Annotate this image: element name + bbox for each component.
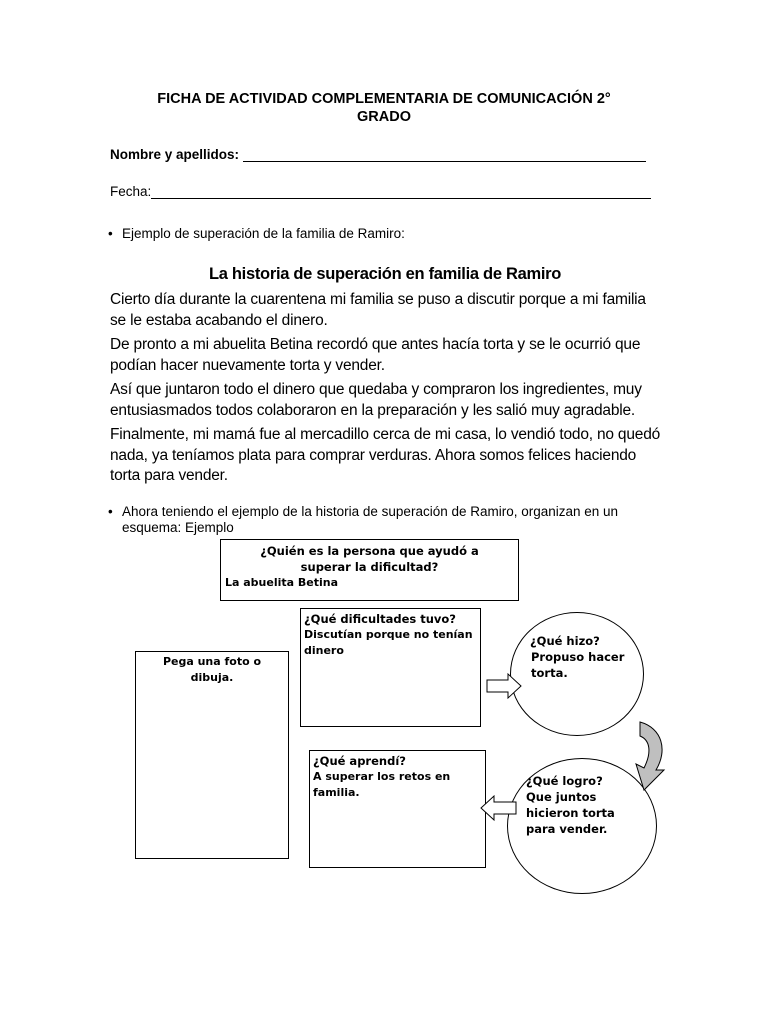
learned-answer: A superar los retos en familia. [313, 770, 451, 799]
did-question: ¿Qué hizo? [530, 634, 600, 648]
story-title: La historia de superación en familia de Ramiro [208, 265, 562, 283]
curved-arrow-icon [636, 722, 664, 790]
achieved-question: ¿Qué logro? [526, 774, 603, 788]
learned-question: ¿Qué aprendí? [313, 754, 406, 768]
left-arrow-icon [481, 796, 516, 820]
name-label: Nombre y apellidos: [110, 147, 240, 162]
date-label: Fecha: [110, 184, 152, 199]
story-paragraph: Finalmente, mi mamá fue al mercadillo cerca de mi casa, lo vendió todo, no quedó nada, ya teníamos plata para comprar verduras. Ahora somos felices haciendo torta para vender. [110, 426, 661, 484]
who-question: ¿Quién es la persona que ayudó a superar la dificultad? [260, 544, 479, 574]
story-paragraph: De pronto a mi abuelita Betina recordó que antes hacía torta y se le ocurrió que podían hacer nuevamente torta y vender. [110, 336, 641, 374]
did-answer: Propuso hacer torta. [531, 650, 625, 680]
bullet-instruction-line1: Ahora teniendo el ejemplo de la historia de superación de Ramiro, organizan en un [122, 504, 619, 519]
difficulties-answer: Discutían porque no tenían dinero [304, 628, 473, 657]
achieved-answer: Que juntos hicieron torta para vender. [526, 790, 615, 836]
bullet-dot: • [108, 504, 113, 519]
photo-label: Pega una foto o dibuja. [162, 655, 262, 684]
story-paragraph: Cierto día durante la cuarentena mi familia se puso a discutir porque a mi familia se le estaba acabando el dinero. [110, 291, 646, 329]
bullet-instruction-line2: esquema: Ejemplo [122, 520, 234, 535]
bullet-dot: • [108, 226, 113, 241]
right-arrow-icon [487, 674, 521, 698]
who-answer: La abuelita Betina [225, 576, 339, 589]
bullet-example-text: Ejemplo de superación de la familia de Ramiro: [122, 226, 405, 241]
story-paragraph: Así que juntaron todo el dinero que quedaba y compraron los ingredientes, muy entusiasmados todos colaboraron en la preparación y les salió muy agradable. [110, 381, 642, 419]
page-title-line1: FICHA DE ACTIVIDAD COMPLEMENTARIA DE COMUNICACIÓN 2° [157, 91, 611, 107]
page-title-line2: GRADO [357, 109, 411, 125]
difficulties-question: ¿Qué dificultades tuvo? [304, 612, 456, 626]
